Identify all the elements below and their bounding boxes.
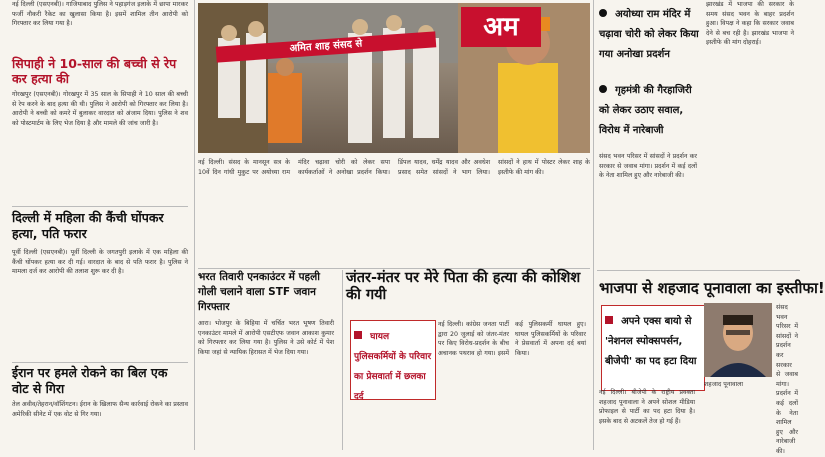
divider — [12, 206, 188, 207]
poonawala-story-text: नई दिल्ली। बीजेपी के राष्ट्रीय प्रवक्ता शहजाद पूनावाला ने अपने सोशल मीडिया प्रोफाइल से पार्टी का पद हटा दिया है। इसके बाद से अटकलें तेज हो गई हैं। — [599, 389, 695, 425]
right-side-narrow-text — [776, 303, 800, 455]
brief-2 — [599, 78, 699, 138]
poster-text: अम — [483, 12, 519, 42]
person-portrait-icon — [704, 303, 772, 377]
story2-headline: दिल्ली में महिला की कैंची घोंपकर हत्या, पति फरार — [12, 210, 164, 241]
photo-caption-block — [198, 158, 590, 266]
story-a-text: आरा। भोजपुर के बिहिया में चर्चित भरत भूषण तिवारी एनकाउंटर मामले में आरोपी एसटीएफ जवान आकाश कुमार को गिरफ्तार कर लिया गया है। पुलिस ने उसे कोर्ट में पेश किया जहां से न्यायिक हिरासत में भेज दिया गया। — [198, 320, 334, 356]
banner-text: अमित शाह संसद से — [289, 38, 363, 55]
left-column — [4, 0, 194, 450]
poonawala-photo-caption: शहजाद पूनावाला — [704, 381, 744, 388]
photo-caption-text: नई दिल्ली। संसद के मानसून सत्र के 10वें दिन गांधी मुकुट पर अयोध्या राम मंदिर चढ़ावा चोरी को लेकर सपा कार्यकर्ताओं ने अनोखा प्रदर्शन किया। डिंपल यादव, धर्मेंद्र यादव और अवधेश प्रसाद समेत सांसदों ने भाग लिया। सांसदों ने हाथ में पोस्टर लेकर शाह के इस्तीफे की मांग की। — [198, 159, 590, 176]
story-b-text: नई दिल्ली। कांग्रेस जनता पार्टी द्वारा 20 जुलाई को जंतर-मंतर पर किए विरोध-प्रदर्शन के बीच अचानक पथराव हो गया। इसमें कई पुलिसकर्मी घायल हुए। घायल पुलिसकर्मियों के परिवार ने प्रेसवार्ता में अपना दर्द बयां किया। — [438, 321, 586, 357]
story1-text: गोरखपुर (एसएनबी)। गोरखपुर में 35 साल के सिपाही ने 10 साल की बच्ची से रेप करने के बाद हत्या की थी। पुलिस ने आरोपी को गिरफ्तार कर लिया है। आरोपी ने बच्ची को कमरे में बुलाकर वारदात को अंजाम दिया। पुलिस ने शव को पोस्टमार्टम के लिए भेज दिया है और मामले की जांच जारी है। — [12, 91, 188, 127]
far-right-text: झारखंड में भाजपा की सरकार के समय संसद भवन के बाहर प्रदर्शन हुआ। विपक्ष ने कहा कि सरकार जवाब देने से बच रही है। झारखंड भाजपा ने इस्तीफे की मांग दोहराई। — [706, 1, 794, 47]
divider — [12, 362, 188, 363]
story-b-subhead: घायल पुलिसकर्मियों के परिवार का प्रेसवार्ता में छलका दर्द — [354, 332, 432, 402]
story3-headline: ईरान पर हमले रोकने का बिल एक वोट से गिरा — [12, 365, 168, 396]
brief-1-text: अयोध्या राम मंदिर में चढ़ावा चोरी को लेकर किया गया अनोखा प्रदर्शन — [599, 9, 699, 60]
redsq-icon — [605, 316, 613, 324]
column-rule — [342, 270, 343, 450]
main-headline: भाजपा से शहजाद पूनावाला का इस्तीफा! — [599, 279, 825, 297]
sub-headline: अपने एक्स बायो से 'नेशनल स्पोक्सपर्सन, बीजेपी' का पद हटा दिया — [605, 316, 697, 367]
poonawala-photo — [704, 303, 772, 377]
divider — [597, 270, 800, 271]
story1-headline: सिपाही ने 10-साल की बच्ची से रेप कर हत्या की — [12, 56, 177, 86]
briefs-column — [597, 0, 701, 270]
briefs-side-text: संसद भवन परिसर में सांसदों ने प्रदर्शन कर सरकार से जवाब मांगा। प्रदर्शन में कई दलों के नेता शामिल हुए और नारेबाजी की। — [599, 153, 697, 180]
story-b-body — [438, 320, 586, 450]
right-narrow-text: संसद भवन परिसर में सांसदों ने प्रदर्शन कर सरकार से जवाब मांगा। प्रदर्शन में कई दलों के नेता शामिल हुए और नारेबाजी की। — [776, 304, 798, 455]
bullet-icon — [599, 9, 607, 17]
left-top-text: नई दिल्ली (एसएनबी)। गाजियाबाद पुलिस ने पहाड़गंज इलाके में छापा मारकर फर्जी नौकरी रैकेट का खुलासा किया है। इसमें शामिल तीन आरोपी को गिरफ्तार कर लिया गया है। — [12, 1, 188, 28]
story2-text: पूर्वी दिल्ली (एसएनबी)। पूर्वी दिल्ली के जगतपुरी इलाके में एक महिला की कैंची घोंपकर हत्या कर दी गई। वारदात के बाद से पति फरार है। पुलिस ने मामला दर्ज कर आरोपी की तलाश शुरू कर दी है। — [12, 249, 188, 276]
sub-headline-box — [601, 305, 705, 391]
bullet-icon — [599, 85, 607, 93]
story3-text: तेल अवीव/तेहरान/वॉशिंगटन। ईरान के खिलाफ सैन्य कार्रवाई रोकने का प्रस्ताव अमेरिकी सीनेट में एक वोट से गिर गया। — [12, 401, 188, 418]
column-rule — [194, 0, 195, 450]
column-rule — [593, 0, 594, 450]
far-right-column — [706, 0, 798, 270]
protest-poster — [461, 7, 541, 47]
redsq-icon — [354, 331, 362, 339]
story-b — [346, 270, 590, 450]
story-b-subhead-box — [350, 320, 436, 400]
story-a-headline: भरत तिवारी एनकाउंटर में पहली गोली चलाने वाला STF जवान गिरफ्तार — [198, 271, 320, 313]
divider — [198, 268, 590, 269]
brief-2-text: गृहमंत्री की गैरहाजिरी को लेकर उठाए सवाल, विरोध में नारेबाजी — [599, 85, 692, 136]
protest-photo — [198, 3, 590, 153]
story-b-headline: जंतर-मंतर पर मेरे पिता की हत्या की कोशिश की गयी — [346, 270, 581, 303]
story-a — [198, 270, 338, 450]
brief-1 — [599, 2, 699, 62]
